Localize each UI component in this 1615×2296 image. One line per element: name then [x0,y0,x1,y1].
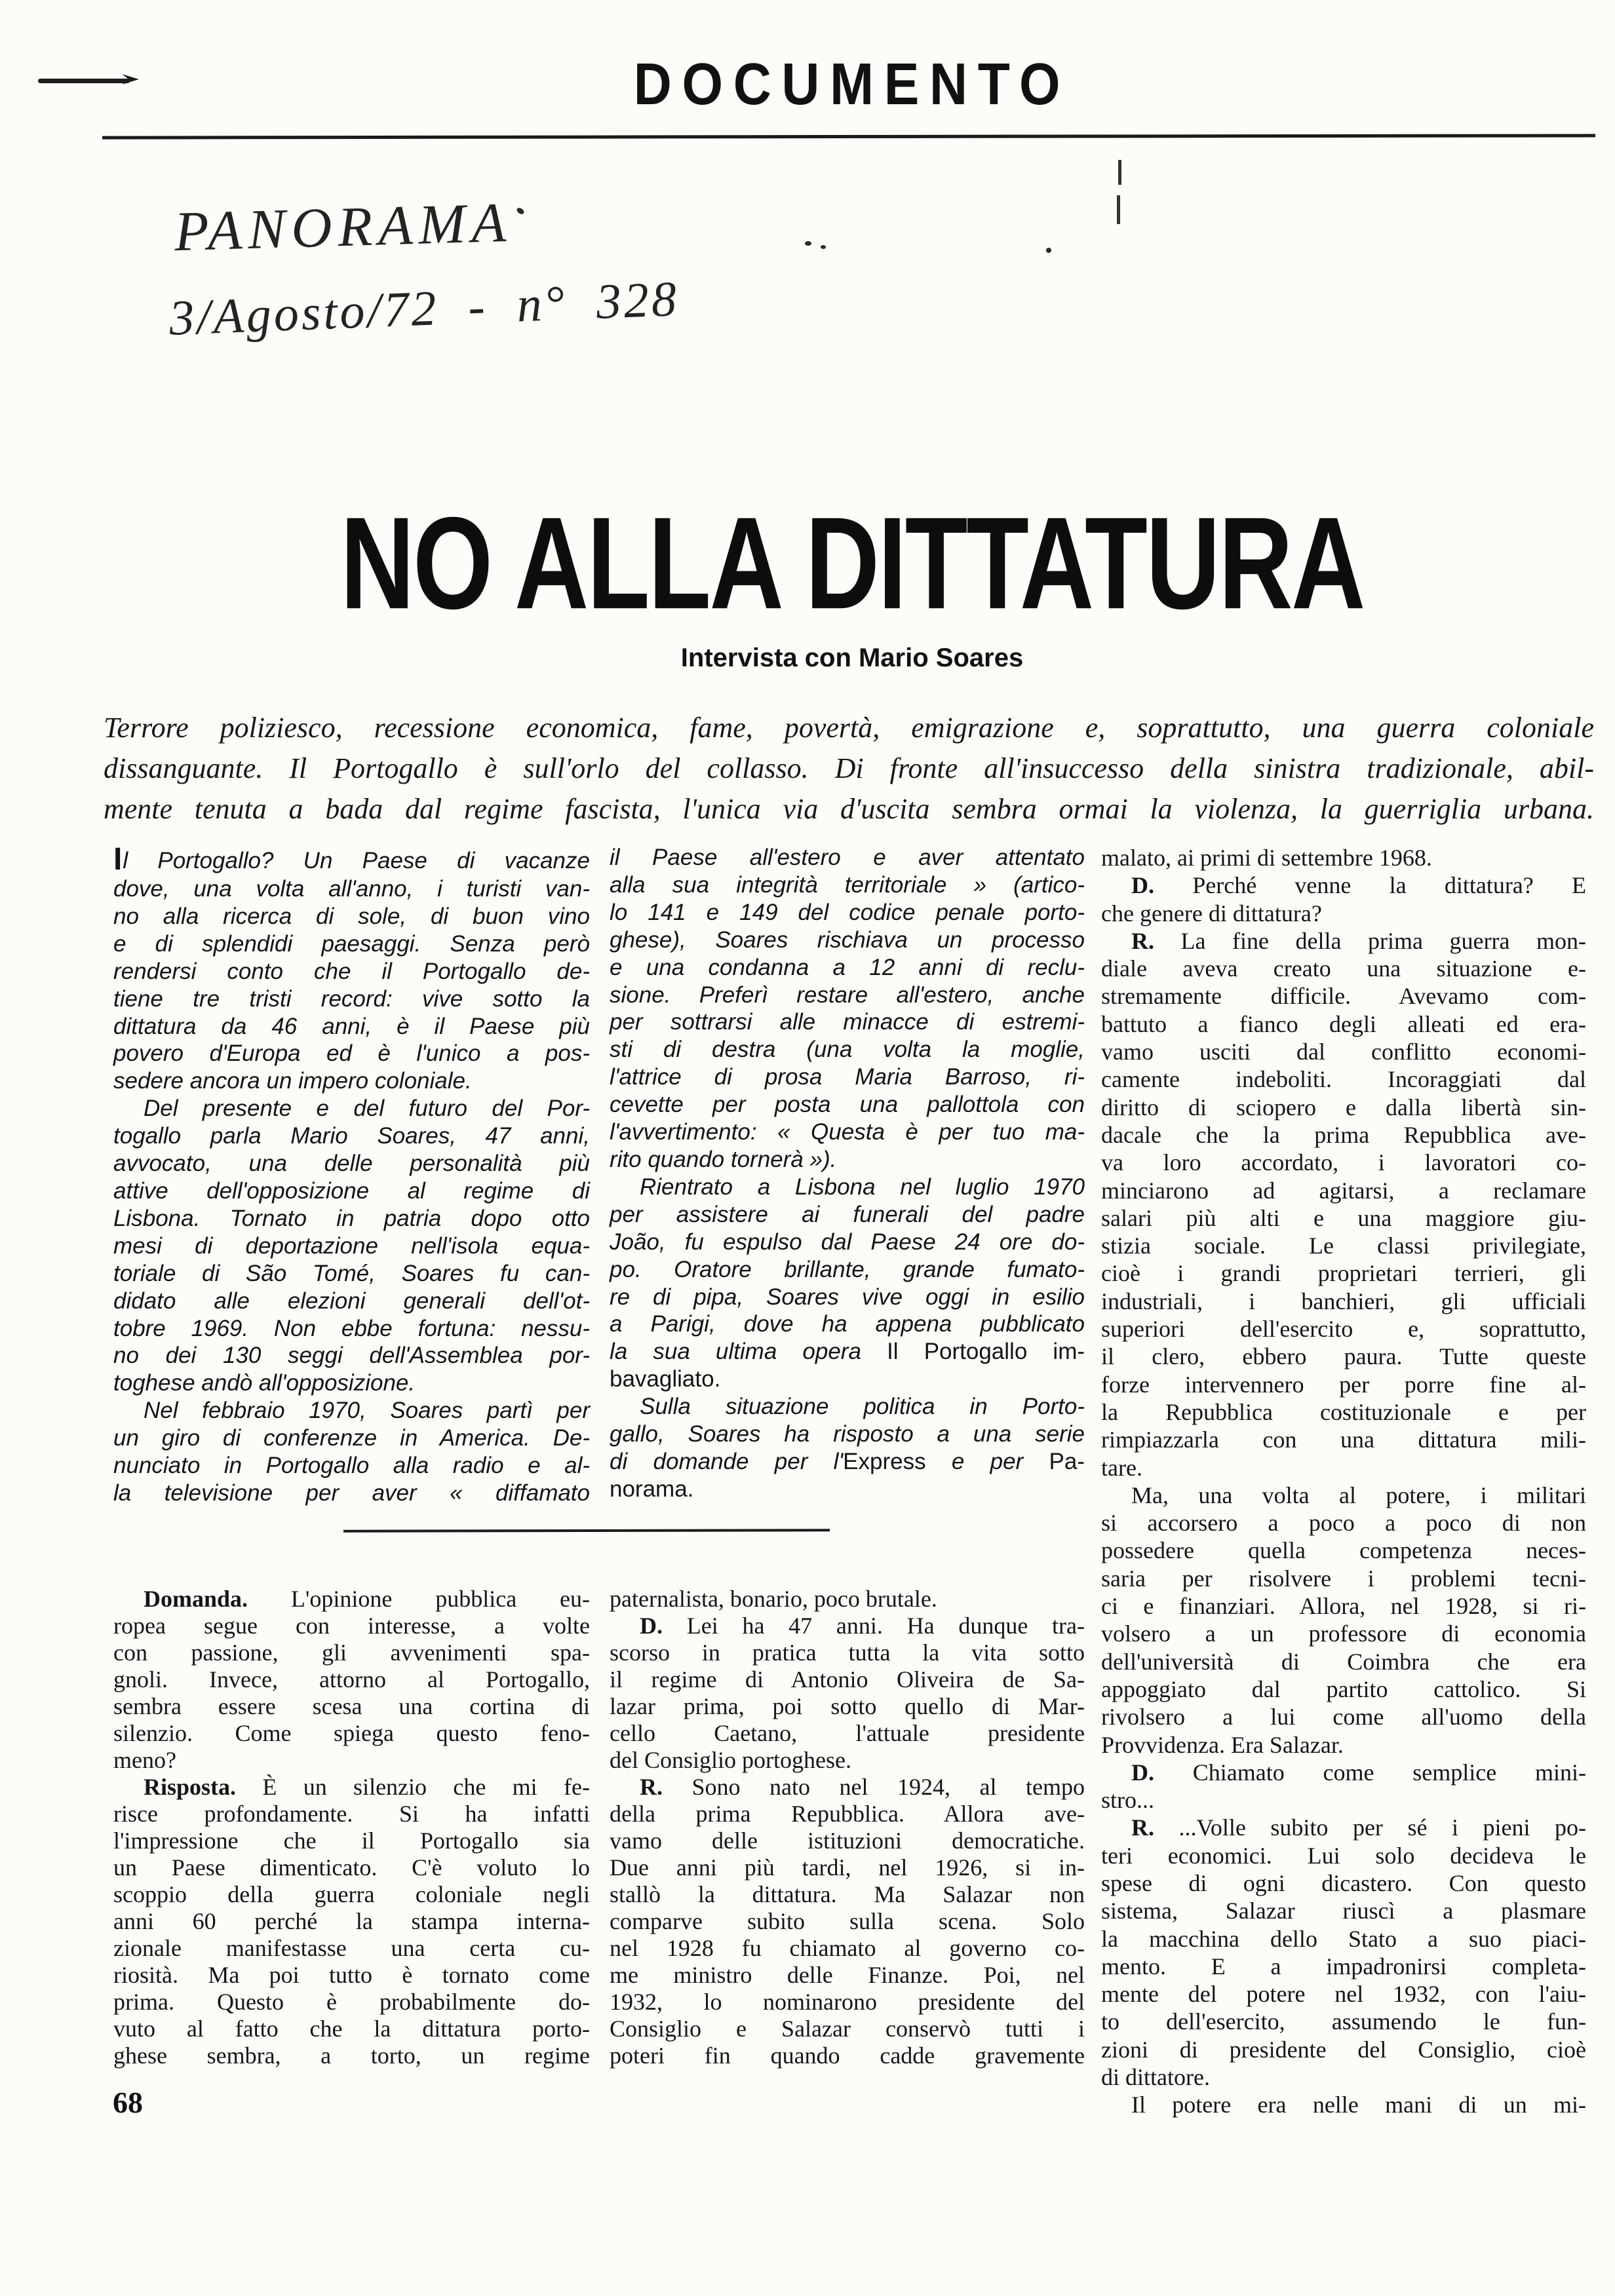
qa-lead: R. [640,1774,663,1800]
text-line: della prima Repubblica. Allora ave- [610,1801,1085,1827]
qa-lead: R. [1131,927,1154,954]
text-line: rito quando tornerà »). [610,1146,837,1172]
text-line: D. Lei ha 47 anni. Ha dunque tra- [640,1613,1085,1639]
text-line: R. ...Volle subito per sé i pieni po- [1131,1814,1586,1841]
text-line: stro... [1101,1787,1154,1814]
text-line: gnoli. Invece, attorno al Portogallo, [113,1666,590,1693]
qa-lead: R. [1131,1814,1154,1841]
text-line: il Paese all'estero e aver attentato [610,845,1085,870]
text-line: rimpiazzarla con una dittatura mili- [1101,1426,1586,1453]
article-column-2-qa [610,1586,1085,2069]
text-line: cioè i grandi proprietari terrieri, gli [1101,1260,1586,1287]
text-line: di dittatore. [1101,2064,1210,2091]
text-line: no alla ricerca di sole, di buon vino [113,903,590,929]
text-line: gallo, Soares ha risposto a una serie [610,1421,1085,1447]
text-line: possedere quella competenza neces- [1101,1537,1586,1564]
text-line: tare. [1101,1454,1142,1481]
ink-speck [1046,248,1051,253]
text-line: tobre 1969. Non ebbe fortuna: nessu- [113,1315,590,1341]
text-line: D. Perché venne la dittatura? E [1131,872,1586,899]
text-line: D. Chiamato come semplice mini- [1131,1759,1586,1786]
text-line: Risposta. È un silenzio che mi fe- [144,1774,590,1800]
text-line: un Paese dimenticato. C'è voluto lo [113,1854,590,1881]
text-line: rivolsero a lui come all'uomo della [1101,1704,1586,1731]
text-line: appoggiato dal partito cattolico. Si [1101,1675,1586,1702]
text-line: 1932, lo nominarono presidente del [610,1989,1085,2015]
text-line: ci e finanziari. Allora, nel 1928, si ri- [1101,1593,1586,1620]
text-line: l'avvertimento: « Questa è per tuo ma- [610,1119,1085,1145]
text-line: Sulla situazione politica in Porto- [640,1394,1085,1420]
text-line: per assistere ai funerali del padre [610,1201,1085,1227]
text-line: saria per risolvere i problemi tecni- [1101,1565,1586,1592]
text-line: la macchina dello Stato a suo piaci- [1101,1925,1586,1952]
text-line: Il potere era nelle mani di un mi- [1131,2092,1586,2118]
text-line: scorso in pratica tutta la vita sotto [610,1639,1085,1666]
header-rule [102,134,1595,139]
qa-lead: D. [1131,1759,1154,1786]
text-line: lazar prima, poi sotto quello di Mar- [610,1693,1085,1719]
text-line: paternalista, bonario, poco brutale. [610,1586,937,1612]
ink-speck [805,241,811,246]
drop-cap: I [113,842,123,877]
ink-speck [821,245,826,249]
text-line: Due anni più tardi, nel 1926, si in- [610,1854,1085,1881]
text-line: superiori dell'esercito e, soprattutto, [1101,1316,1586,1343]
text-line: si accorsero a poco a poco di non [1101,1510,1586,1537]
text-line: dittatura da 46 anni, è il Paese più [113,1013,590,1039]
text-line: Nel febbraio 1970, Soares partì per [144,1398,590,1424]
text-line: vuto al fatto che la dittatura porto- [113,2016,590,2042]
text-line: poteri fin quando cadde gravemente [610,2042,1085,2069]
text-line: diale aveva creato una situazione e- [1101,955,1586,982]
text-line: tiene tre tristi record: vive sotto la [113,985,590,1012]
text-line: anni 60 perché la stampa interna- [113,1908,590,1934]
text-line: Lisbona. Tornato in patria dopo otto [113,1205,590,1231]
handwritten-issue-date: 3/Agosto/72 - n° 328 [168,271,680,346]
fold-mark [1117,195,1120,224]
text-line: che genere di dittatura? [1101,900,1322,927]
text-line: Ma, una volta al potere, i militari [1131,1482,1586,1508]
text-line: stizia sociale. Le classi privilegiate, [1101,1233,1586,1259]
text-line: meno? [113,1747,176,1773]
text-line: ghese), Soares rischiava un processo [610,927,1085,953]
text-line: di domande per l'Express e per Pa- [610,1448,1085,1474]
ink-speck [516,206,525,215]
section-kicker-label: DOCUMENTO [633,51,1071,117]
text-line: dell'università di Coimbra che era [1101,1648,1586,1675]
text-line: del Consiglio portoghese. [610,1747,851,1773]
text-line: ropea segue con interesse, a volte [113,1613,590,1639]
text-line: sti di destra (una volta la moglie, [610,1037,1085,1063]
text-line: e una condanna a 12 anni di reclu- [610,954,1085,980]
article-column-1-intro [113,844,590,1507]
text-line: nel 1928 fu chiamato al governo co- [610,1935,1085,1961]
text-line: togallo parla Mario Soares, 47 anni, [113,1123,590,1149]
text-line: Del presente e del futuro del Por- [144,1096,590,1122]
text-line: mente tenuta a bada dal regime fascista, l'unica via d'uscita sembra ormai la violenza, la guerriglia urbana. [104,793,1594,825]
text-line: con passione, gli avvenimenti spa- [113,1639,590,1666]
text-line: Domanda. L'opinione pubblica eu- [144,1586,590,1612]
text-line: R. Sono nato nel 1924, al tempo [640,1774,1085,1800]
text-line: risce profondamente. Si ha infatti [113,1801,590,1827]
text-line: forze intervennero per porre fine al- [1101,1371,1586,1398]
article-subtitle: Intervista con Mario Soares [680,643,1024,672]
article-title [89,489,1615,637]
text-line: Consiglio e Salazar conservò tutti i [610,2016,1085,2042]
article-column-2-intro [610,844,1085,1503]
text-line: mento. E a impadronirsi completa- [1101,1953,1586,1980]
text-line: alla sua integrità territoriale » (artico- [610,871,1085,898]
text-line: cevette per posta una pallottola con [610,1092,1085,1118]
qa-lead: D. [1131,872,1154,899]
text-line: ghese sembra, a torto, un regime [113,2042,590,2069]
text-line: zioni di presidente del Consiglio, cioè [1101,2036,1586,2063]
text-line: il clero, ebbero paura. Tutte queste [1101,1343,1586,1370]
text-line: to dell'esercito, assumendo le fun- [1101,2008,1586,2035]
text-line: lo 141 e 149 del codice penale porto- [610,899,1085,925]
text-line: riosità. Ma poi tutto è tornato come [113,1962,590,1988]
article-title-text: NO ALLA DITTATURA [340,489,1364,637]
section-kicker [89,51,1615,117]
text-line: va loro accordato, i lavoratori co- [1101,1149,1586,1176]
text-line: nunciato in Portogallo alla radio e al- [113,1453,590,1479]
text-line: prima. Questo è probabilmente do- [113,1989,590,2015]
text-line: sedere ancora un impero coloniale. [113,1068,472,1094]
text-line: zionale manifestasse una certa cu- [113,1935,590,1961]
text-line: industriali, i banchieri, gli ufficiali [1101,1288,1586,1314]
handwritten-magazine-name: PANORAMA [173,190,513,263]
text-line: toghese andò all'opposizione. [113,1370,416,1396]
text-line: didato alle elezioni generali dell'ot- [113,1288,590,1314]
text-line: la sua ultima opera Il Portogallo im- [610,1339,1085,1365]
text-line: diritto di sciopero e dalla libertà sin- [1101,1094,1586,1120]
text-line: po. Oratore brillante, grande fumato- [610,1256,1085,1282]
text-line: rendersi conto che il Portogallo de- [113,958,590,984]
text-line: João, fu espulso dal Paese 24 ore do- [610,1229,1085,1255]
text-line: bavagliato. [610,1366,721,1392]
text-line: l'impressione che il Portogallo sia [113,1827,590,1854]
text-line: mente del potere nel 1932, con l'aiu- [1101,1981,1586,2008]
qa-lead: Domanda. [144,1586,248,1612]
text-line: volsero a un professore di economia [1101,1620,1586,1647]
text-line: vamo usciti dal conflitto economi- [1101,1039,1586,1065]
text-line: cello Caetano, l'attuale presidente [610,1720,1085,1746]
text-line: minciarono ad agitarsi, a reclamare [1101,1177,1586,1204]
text-line: dissanguante. Il Portogallo è sull'orlo del collasso. Di fronte all'insuccesso della sinistra tradizionale, abil- [104,752,1594,784]
qa-lead: D. [640,1613,663,1639]
text-line: e di splendidi paesaggi. Senza però [113,930,590,957]
text-line: Terrore poliziesco, recessione economica, fame, povertà, emigrazione e, soprattutto, una guerra coloniale [104,712,1594,744]
text-line: no dei 130 seggi dell'Assemblea por- [113,1343,590,1369]
standfirst [104,708,1594,830]
text-line: Il Portogallo? Un Paese di vacanze [113,842,590,877]
text-line: comparve subito sulla scena. Solo [610,1908,1085,1934]
text-line: stallò la dittatura. Ma Salazar non [610,1881,1085,1907]
text-line: il regime di Antonio Oliveira de Sa- [610,1666,1085,1693]
text-line: avvocato, una delle personalità più [113,1151,590,1177]
text-line: la Repubblica costituzionale e per [1101,1398,1586,1425]
text-line: silenzio. Come spiega questo feno- [113,1720,590,1746]
text-line: R. La fine della prima guerra mon- [1131,927,1586,954]
text-line: norama. [610,1476,694,1502]
text-line: sistema, Salazar riuscì a plasmare [1101,1898,1586,1924]
text-line: mesi di deportazione nell'isola equa- [113,1233,590,1259]
qa-lead: Risposta. [144,1774,237,1800]
text-line: Provvidenza. Era Salazar. [1101,1731,1344,1758]
page-number: 68 [113,2086,143,2119]
text-line: spese di ogni dicastero. Con questo [1101,1869,1586,1896]
text-line: battuto a fianco degli alleati ed era- [1101,1010,1586,1037]
text-line: teri economici. Lui solo decideva le [1101,1842,1586,1869]
text-line: un giro di conferenze in America. De- [113,1425,590,1451]
text-line: re di pipa, Soares vive oggi in esilio [610,1284,1085,1310]
text-line: sembra essere scesa una cortina di [113,1693,590,1719]
text-line: scoppio della guerra coloniale negli [113,1881,590,1907]
text-line: me ministro delle Finanze. Poi, nel [610,1962,1085,1988]
fold-mark [1118,160,1121,185]
text-line: per sottrarsi alle minacce di estremi- [610,1009,1085,1035]
article-column-1-qa [113,1586,590,2069]
text-line: toriale di São Tomé, Soares fu can- [113,1260,590,1286]
text-line: malato, ai primi di settembre 1968. [1101,845,1432,871]
text-line: salari più alti e una maggiore giu- [1101,1204,1586,1231]
article-column-3 [1101,844,1586,2119]
text-line: dacale che la prima Repubblica ave- [1101,1121,1586,1148]
text-line: a Parigi, dove ha appena pubblicato [610,1311,1085,1337]
text-line: dove, una volta all'anno, i turisti van- [113,876,590,902]
text-line: la televisione per aver « diffamato [113,1480,590,1506]
text-line: attive dell'opposizione al regime di [113,1177,590,1204]
text-line: l'attrice di prosa Maria Barroso, ri- [610,1064,1085,1090]
text-line: camente indeboliti. Incoraggiati dal [1101,1066,1586,1093]
text-line: povero d'Europa ed è l'unico a pos- [113,1041,590,1067]
text-line: stremamente difficile. Avevamo com- [1101,983,1586,1010]
text-line: sione. Preferì restare all'estero, anche [610,982,1085,1008]
text-line: vamo delle istituzioni democratiche. [610,1827,1085,1854]
section-divider [343,1529,830,1533]
text-line: Rientrato a Lisbona nel luglio 1970 [640,1174,1085,1200]
